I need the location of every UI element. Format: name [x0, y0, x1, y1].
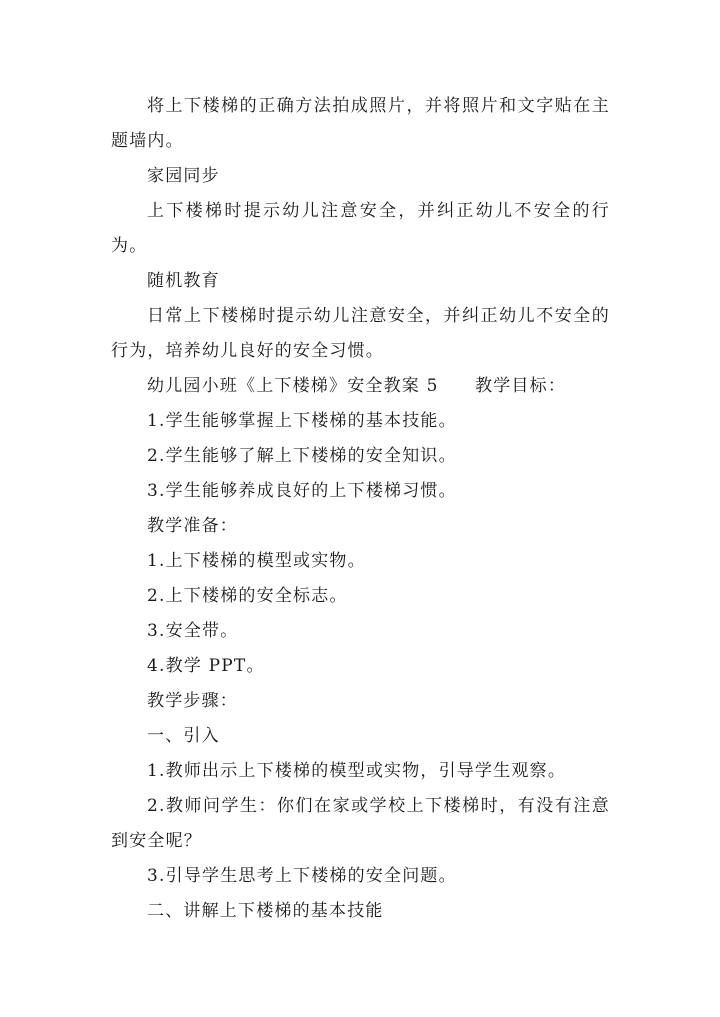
goal-item-2: 2.学生能够了解上下楼梯的安全知识。: [147, 446, 457, 466]
prep-item-2: 2.上下楼梯的安全标志。: [147, 586, 348, 606]
paragraph-random-education: 日常上下楼梯时提示幼儿注意安全，并纠正幼儿不安全的行为，培养幼儿良好的安全习惯。: [111, 306, 610, 361]
paragraph-home-school: 上下楼梯时提示幼儿注意安全，并纠正幼儿不安全的行为。: [111, 201, 610, 256]
goal-item-1: 1.学生能够掌握上下楼梯的基本技能。: [147, 411, 457, 431]
document-body: [111, 89, 610, 929]
heading-preparation: 教学准备：: [147, 516, 238, 536]
heading-home-school: 家园同步: [147, 166, 220, 186]
lesson-title-goals: 幼儿园小班《上下楼梯》安全教案 5 教学目标：: [147, 376, 567, 396]
intro-item-3: 3.引导学生思考上下楼梯的安全问题。: [147, 866, 457, 886]
step-heading-intro: 一、引入: [147, 726, 220, 746]
heading-steps: 教学步骤：: [147, 691, 238, 711]
prep-item-4: 4.教学 PPT。: [147, 656, 265, 676]
heading-random-education: 随机教育: [147, 271, 220, 291]
intro-item-2: 2.教师问学生：你们在家或学校上下楼梯时，有没有注意到安全呢？: [111, 796, 610, 851]
prep-item-3: 3.安全带。: [147, 621, 239, 641]
prep-item-1: 1.上下楼梯的模型或实物。: [147, 551, 366, 571]
goal-item-3: 3.学生能够养成良好的上下楼梯习惯。: [147, 481, 457, 501]
intro-item-1: 1.教师出示上下楼梯的模型或实物，引导学生观察。: [147, 761, 567, 781]
step-heading-skills: 二、讲解上下楼梯的基本技能: [147, 901, 384, 921]
paragraph-photo-wall: 将上下楼梯的正确方法拍成照片，并将照片和文字贴在主题墙内。: [111, 96, 610, 151]
